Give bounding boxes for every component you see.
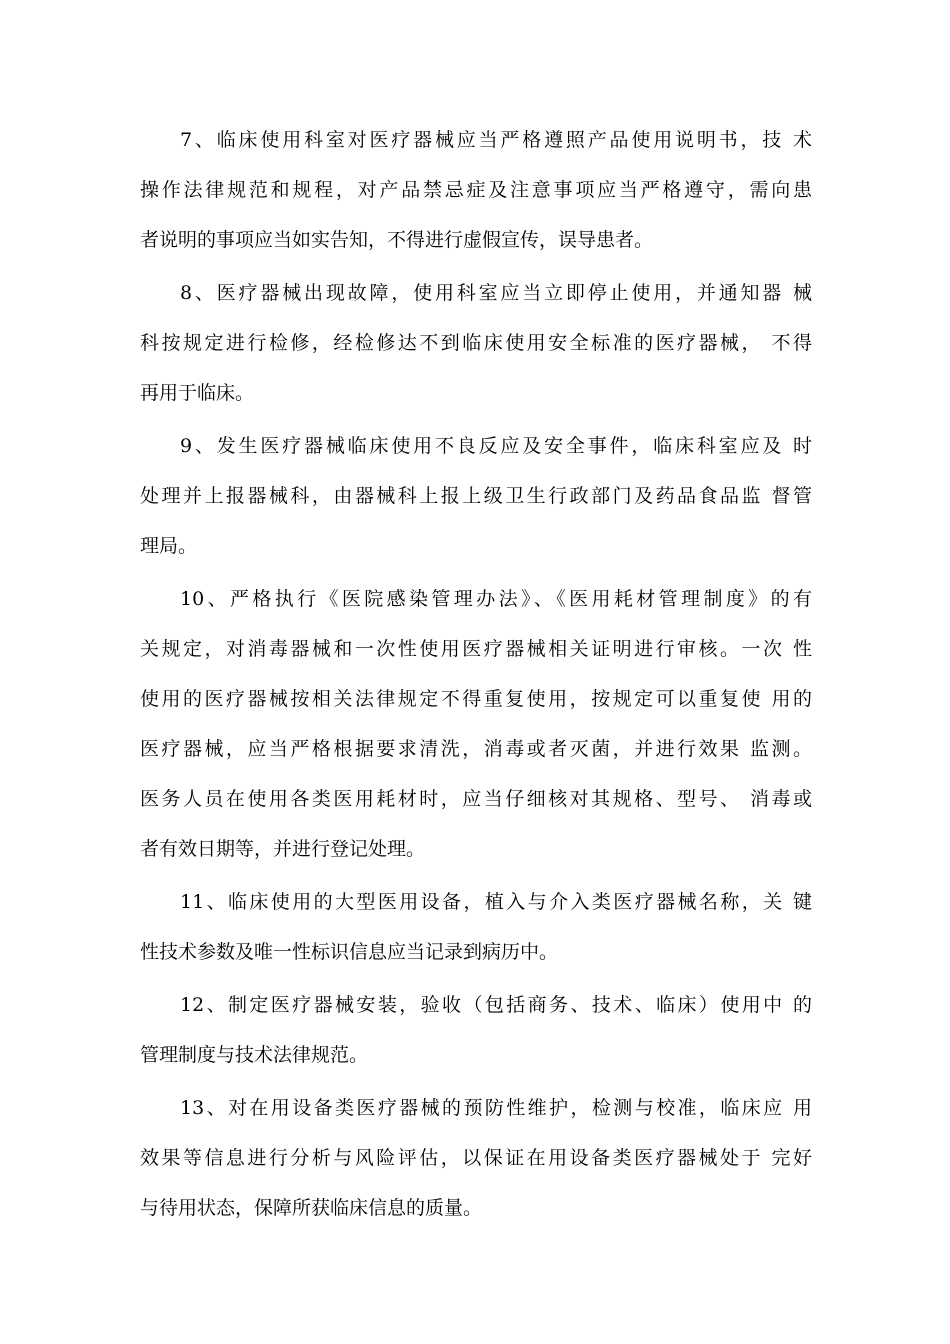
paragraph-line: 者说明的事项应当如实告知，不得进行虚假宣传，误导患者。 [140, 229, 654, 251]
paragraph-line: 管理制度与技术法律规范。 [140, 1044, 369, 1066]
paragraph-line: 医疗器械，应当严格根据要求清洗，消毒或者灭菌，并进行效果 监测。 [140, 738, 812, 760]
paragraph-line: 11、临床使用的大型医用设备，植入与介入类医疗器械名称，关 键 [180, 891, 812, 913]
paragraph-7 [140, 115, 812, 265]
paragraph-line: 性技术参数及唯一性标识信息应当记录到病历中。 [140, 941, 559, 963]
paragraph-line: 者有效日期等，并进行登记处理。 [140, 838, 426, 860]
paragraph-11 [140, 877, 812, 977]
paragraph-line: 效果等信息进行分析与风险评估，以保证在用设备类医疗器械处于 完好 [140, 1147, 812, 1169]
paragraph-line: 与待用状态，保障所获临床信息的质量。 [140, 1197, 483, 1219]
paragraph-line: 医务人员在使用各类医用耗材时，应当仔细核对其规格、型号、 消毒或 [140, 788, 812, 810]
paragraph-9 [140, 421, 812, 571]
paragraph-line: 使用的医疗器械按相关法律规定不得重复使用，按规定可以重复使 用的 [140, 688, 812, 710]
paragraph-line: 再用于临床。 [140, 382, 255, 404]
paragraph-12 [140, 980, 812, 1080]
paragraph-line: 12、制定医疗器械安装，验收（包括商务、技术、临床）使用中 的 [180, 994, 812, 1016]
paragraph-10 [140, 574, 812, 874]
paragraph-line: 处理并上报器械科，由器械科上报上级卫生行政部门及药品食品监 督管 [140, 485, 812, 507]
paragraph-line: 科按规定进行检修，经检修达不到临床使用安全标准的医疗器械， 不得 [140, 332, 812, 354]
paragraph-line: 8、医疗器械出现故障，使用科室应当立即停止使用，并通知器 械 [180, 282, 812, 304]
paragraph-line: 13、对在用设备类医疗器械的预防性维护，检测与校准，临床应 用 [180, 1097, 812, 1119]
paragraph-13 [140, 1083, 812, 1233]
paragraph-8 [140, 268, 812, 418]
document-body [140, 115, 812, 1236]
paragraph-line: 7、临床使用科室对医疗器械应当严格遵照产品使用说明书，技 术 [180, 129, 812, 151]
paragraph-line: 9、发生医疗器械临床使用不良反应及安全事件，临床科室应及 时 [180, 435, 812, 457]
paragraph-line: 操作法律规范和规程，对产品禁忌症及注意事项应当严格遵守，需向患 [140, 179, 812, 201]
paragraph-line: 理局。 [140, 535, 198, 557]
paragraph-line: 关规定，对消毒器械和一次性使用医疗器械相关证明进行审核。一次 性 [140, 638, 812, 660]
paragraph-line: 10、严格执行《医院感染管理办法》、《医用耗材管理制度》的有 [180, 588, 812, 610]
